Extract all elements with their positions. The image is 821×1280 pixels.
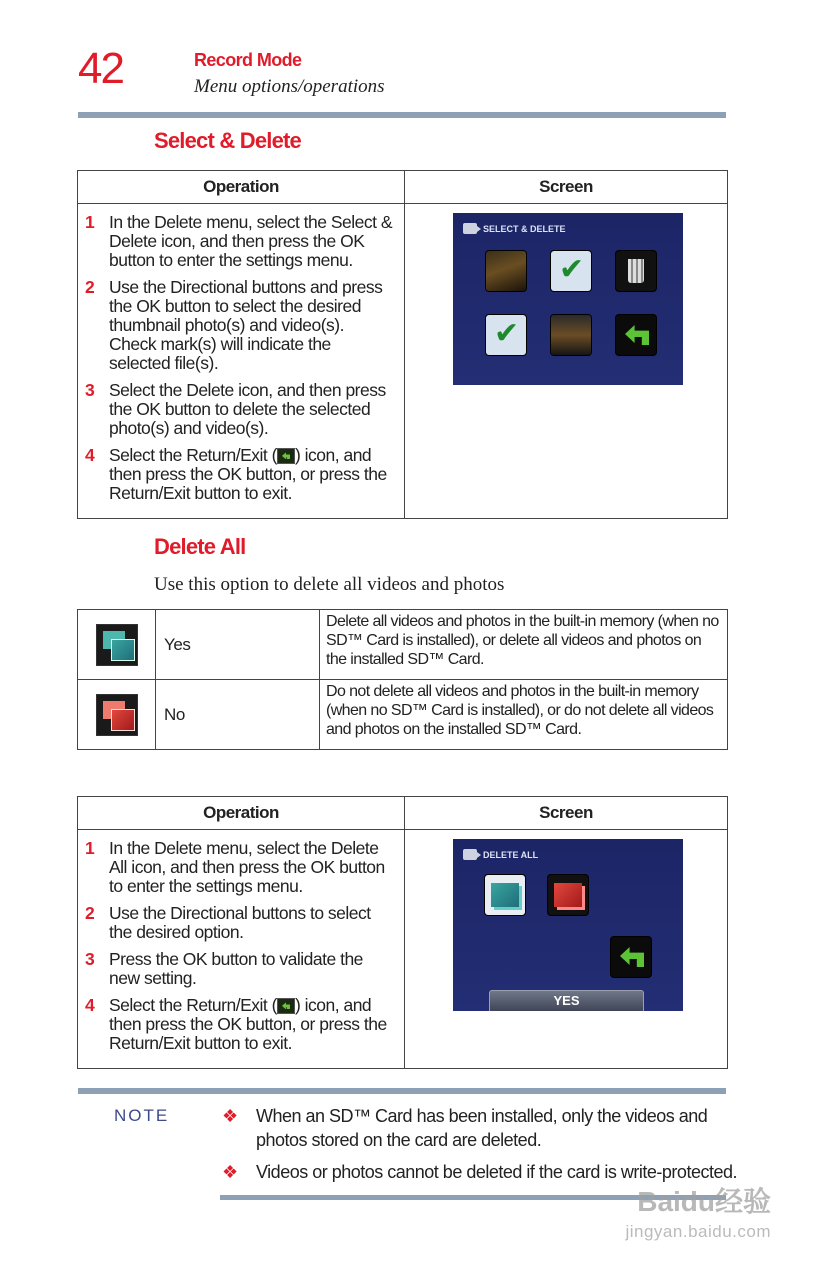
select-delete-screen [453, 213, 683, 385]
delete-all-screen [453, 839, 683, 1011]
header-rule [78, 112, 726, 118]
option-row-yes [78, 610, 728, 680]
return-exit-icon [277, 998, 295, 1014]
note-label: NOTE [114, 1106, 170, 1125]
screen-cell [405, 830, 728, 1069]
step-item: 3 Press the OK button to validate the new setting. [85, 949, 363, 988]
delete-all-no-icon[interactable] [548, 875, 588, 915]
operation-column-header: Operation [78, 797, 405, 830]
option-label: Yes [156, 610, 320, 680]
note-item: ❖ When an SD™ Card has been installed, only the videos and photos stored on the card are deleted. [222, 1106, 708, 1150]
step-item: 1 In the Delete menu, select the Delete All icon, and then press the OK button to enter the settings menu. [85, 838, 385, 896]
delete-all-options-table [77, 609, 728, 750]
watermark-url: jingyan.baidu.com [625, 1222, 771, 1241]
camera-icon [463, 223, 477, 234]
camera-icon [463, 849, 477, 860]
step-item: 1 In the Delete menu, select the Select & Delete icon, and then press the OK button to enter the settings menu. [85, 212, 393, 270]
delete-all-yes-icon [97, 625, 137, 665]
trash-icon[interactable] [616, 251, 656, 291]
option-description: Delete all videos and photos in the built-in memory (when no SD™ Card is installed), or delete all videos and photos on the installed SD™ Card. [320, 610, 728, 680]
screen-title: DELETE ALL [483, 849, 539, 860]
note-rule-top [78, 1088, 726, 1094]
screen-cell [405, 204, 728, 519]
option-description: Do not delete all videos and photos in the built-in memory (when no SD™ Card is installed), or do not delete all videos and photos on the installed SD™ Card. [320, 680, 728, 750]
operation-column-header: Operation [78, 171, 405, 204]
return-exit-icon[interactable] [611, 937, 651, 977]
select-delete-table [77, 170, 728, 519]
delete-all-no-icon [97, 695, 137, 735]
operation-steps-cell [78, 204, 405, 519]
step-item: 3 Select the Delete icon, and then press the OK button to delete the selected photo(s) and video(s). [85, 380, 386, 438]
return-exit-icon[interactable] [616, 315, 656, 355]
return-exit-icon [277, 448, 295, 464]
selected-thumbnail-check-icon[interactable] [551, 251, 591, 291]
delete-all-yes-icon[interactable] [485, 875, 525, 915]
note-list [220, 1104, 740, 1192]
delete-all-intro: Use this option to delete all videos and photos [154, 574, 505, 595]
screen-column-header: Screen [405, 797, 728, 830]
operation-steps [79, 831, 403, 1067]
baidu-watermark-logo: Baidu经验 [637, 1186, 771, 1217]
step-item: 2 Use the Directional buttons and press the OK button to select the desired thumbnail photo(s) and video(s). Check mark(s) will indicate the selected file(s). [85, 277, 383, 373]
thumbnail-photo-icon[interactable] [486, 251, 526, 291]
chapter-title: Record Mode [194, 50, 302, 70]
yes-option-button[interactable]: YES [489, 990, 644, 1011]
thumbnail-photo-icon[interactable] [551, 315, 591, 355]
delete-all-table [77, 796, 728, 1069]
diamond-bullet-icon: ❖ [222, 1162, 238, 1182]
option-row-no [78, 680, 728, 750]
operation-steps-cell [78, 830, 405, 1069]
selected-thumbnail-check-icon[interactable] [486, 315, 526, 355]
option-label: No [156, 680, 320, 750]
section-subtitle: Menu options/operations [194, 76, 385, 97]
diamond-bullet-icon: ❖ [222, 1106, 238, 1126]
select-delete-heading: Select & Delete [154, 128, 301, 153]
note-item: ❖ Videos or photos cannot be deleted if the card is write-protected. [222, 1162, 737, 1182]
screen-title: SELECT & DELETE [483, 223, 566, 234]
step-item: 4 Select the Return/Exit ( ) icon, and then press the OK button, or press the Return/Exit button to exit. [85, 995, 387, 1053]
screen-column-header: Screen [405, 171, 728, 204]
step-item: 4 Select the Return/Exit ( ) icon, and then press the OK button, or press the Return/Exit button to exit. [85, 445, 387, 503]
page-number: 42 [78, 44, 123, 93]
delete-all-heading: Delete All [154, 534, 246, 559]
step-item: 2 Use the Directional buttons to select the desired option. [85, 903, 371, 942]
operation-steps [79, 205, 403, 517]
